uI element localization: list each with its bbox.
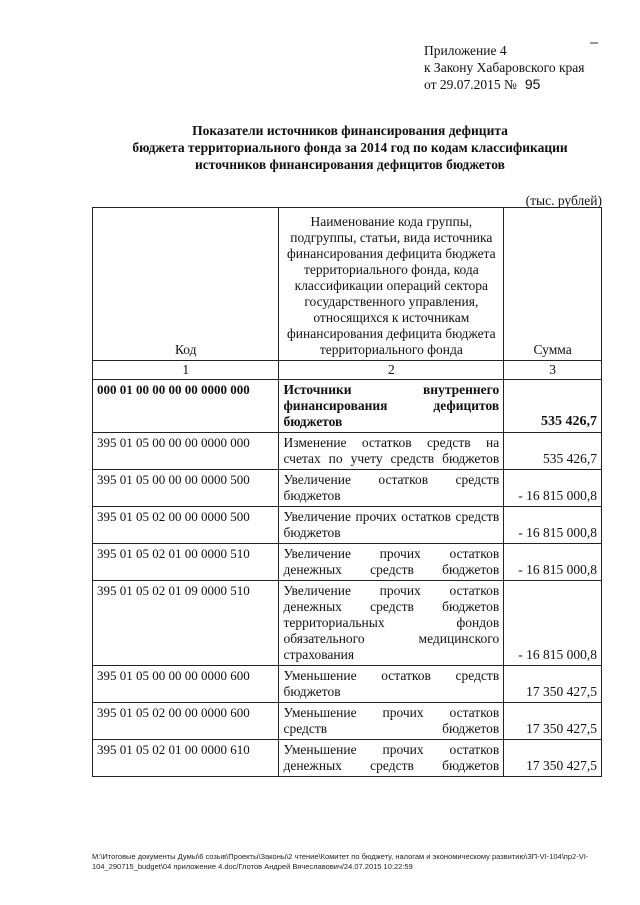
- appendix-block: [424, 42, 585, 93]
- row-name: Изменение остатков средств на счетах по учету средств бюджетов: [279, 433, 504, 470]
- appendix-number: 95: [524, 76, 541, 92]
- row-sum: - 16 815 000,8: [504, 507, 602, 544]
- row-name: Источники внутреннего финансирования дефицитов бюджетов: [279, 380, 504, 433]
- table-row: [93, 470, 602, 507]
- title-line-3: источников финансирования дефицитов бюджетов: [195, 157, 505, 172]
- title-line-2: бюджета территориального фонда за 2014 год по кодам классификации: [132, 140, 568, 155]
- file-path-footer: M:\Итоговые документы Думы\6 созыв\Проекты\Законы\2 чтение\Комитет по бюджету, налогам и экономическому развитию\ЗП-VI-104\пр2-VI-104_290715_budget\04 приложение 4.doc/Глотов Андрей Вячеславович/24.07.2015 10:22:59: [92, 852, 589, 871]
- row-code: 395 01 05 02 01 00 0000 510: [93, 544, 279, 581]
- row-name: Уменьшение прочих остатков средств бюджетов: [279, 703, 504, 740]
- appendix-line-3: [424, 76, 585, 93]
- financing-table: [92, 207, 602, 777]
- appendix-line-1: Приложение 4: [424, 43, 507, 58]
- row-sum: - 16 815 000,8: [504, 581, 602, 666]
- row-code: 395 01 05 02 01 09 0000 510: [93, 581, 279, 666]
- row-sum: 17 350 427,5: [504, 740, 602, 777]
- row-name: Увеличение остатков средств бюджетов: [279, 470, 504, 507]
- table-row: [93, 666, 602, 703]
- row-code: 000 01 00 00 00 00 0000 000: [93, 380, 279, 433]
- row-sum: 535 426,7: [504, 433, 602, 470]
- table-row: [93, 740, 602, 777]
- row-name: Увеличение прочих остатков средств бюджетов: [279, 507, 504, 544]
- table-body: [93, 208, 602, 777]
- document-title: [100, 122, 600, 173]
- title-line-1: Показатели источников финансирования дефицита: [192, 123, 508, 138]
- table-row: [93, 581, 602, 666]
- table-row: [93, 507, 602, 544]
- row-code: 395 01 05 00 00 00 0000 600: [93, 666, 279, 703]
- row-sum: 17 350 427,5: [504, 703, 602, 740]
- header-sum: Сумма: [504, 208, 602, 361]
- row-code: 395 01 05 02 00 00 0000 600: [93, 703, 279, 740]
- units-label: (тыс. рублей): [525, 193, 602, 208]
- table-row: [93, 380, 602, 433]
- row-sum: - 16 815 000,8: [504, 470, 602, 507]
- scan-mark: [590, 42, 598, 44]
- row-code: 395 01 05 00 00 00 0000 000: [93, 433, 279, 470]
- row-code: 395 01 05 02 00 00 0000 500: [93, 507, 279, 544]
- row-code: 395 01 05 00 00 00 0000 500: [93, 470, 279, 507]
- table-row: [93, 544, 602, 581]
- row-sum: 535 426,7: [504, 380, 602, 433]
- column-number: 3: [504, 361, 602, 380]
- header-row: [93, 208, 602, 361]
- header-code: Код: [93, 208, 279, 361]
- row-sum: - 16 815 000,8: [504, 544, 602, 581]
- column-number: 1: [93, 361, 279, 380]
- table-row: [93, 433, 602, 470]
- row-code: 395 01 05 02 01 00 0000 610: [93, 740, 279, 777]
- row-name: Уменьшение остатков средств бюджетов: [279, 666, 504, 703]
- appendix-line-2: к Закону Хабаровского края: [424, 60, 585, 75]
- row-name: Уменьшение прочих остатков денежных средств бюджетов: [279, 740, 504, 777]
- appendix-date: от 29.07.2015 №: [424, 77, 517, 92]
- header-name: Наименование кода группы, подгруппы, статьи, вида источника финансирования дефицита бюджета территориального фонда, кода классификации операций сектора государственного управления, относящихся к источникам финансирования дефицита бюджета территориального фонда: [279, 208, 504, 361]
- row-sum: 17 350 427,5: [504, 666, 602, 703]
- table-row: [93, 703, 602, 740]
- column-number-row: [93, 361, 602, 380]
- column-number: 2: [279, 361, 504, 380]
- row-name: Увеличение прочих остатков денежных средств бюджетов территориальных фондов обязательного медицинского страхования: [279, 581, 504, 666]
- row-name: Увеличение прочих остатков денежных средств бюджетов: [279, 544, 504, 581]
